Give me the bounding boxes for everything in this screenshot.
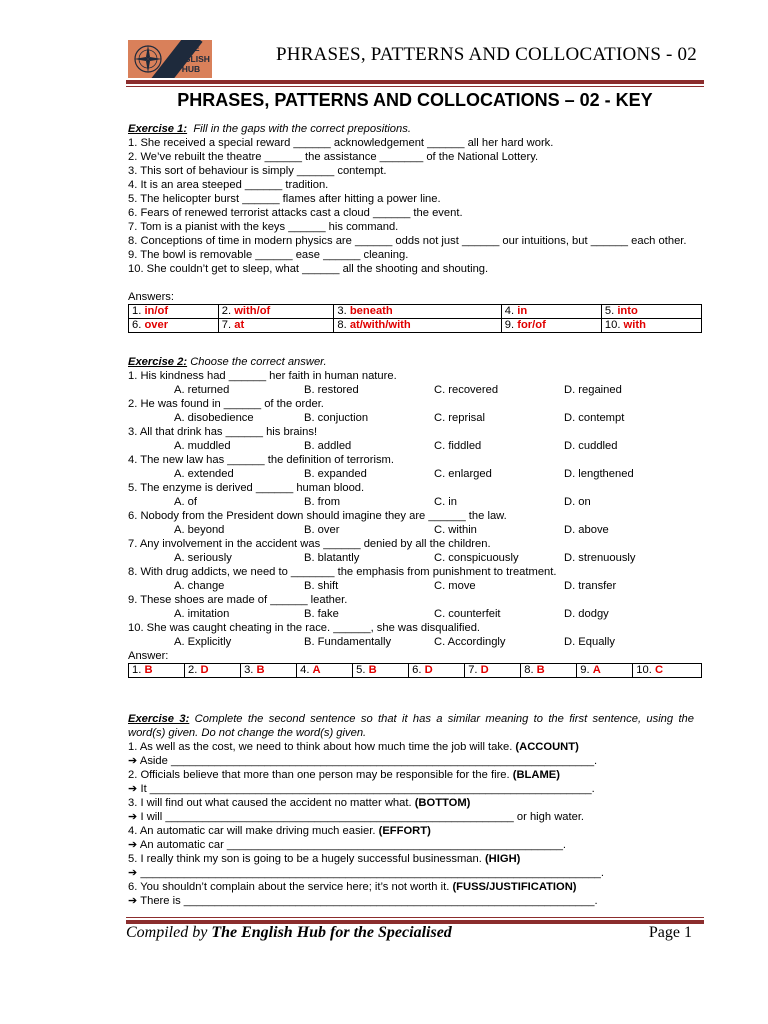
answer-line <box>128 782 694 796</box>
option-d: D. lengthened <box>564 468 634 480</box>
option-d: D. cuddled <box>564 440 618 452</box>
question: 7. Tom is a pianist with the keys ______ his command. <box>128 221 399 233</box>
option-c: C. within <box>434 524 477 536</box>
exercise-2-heading <box>128 355 694 369</box>
answer-value: for/of <box>517 319 546 331</box>
answer-number: 9. <box>580 664 590 676</box>
option-d: D. regained <box>564 384 622 396</box>
option-d: D. transfer <box>564 580 617 592</box>
option-b: B. restored <box>304 384 359 396</box>
answer-value: with/of <box>234 305 271 317</box>
answer-value: A <box>312 664 321 676</box>
keyword: (BLAME) <box>512 769 560 781</box>
answer-options <box>128 551 694 565</box>
answer-number: 8. <box>337 319 347 331</box>
option-a: A. of <box>174 496 198 508</box>
answer-cell <box>633 664 702 678</box>
option-c: C. reprisal <box>434 412 485 424</box>
answer-cell <box>501 305 601 319</box>
exercise-instruction: Fill in the gaps with the correct prepositions. <box>193 123 411 135</box>
answer-line <box>128 754 694 768</box>
question: 6. Nobody from the President down should imagine they are ______ the law. <box>128 510 507 522</box>
answer-cell <box>465 664 521 678</box>
question-text: 3. I will find out what caused the accident no matter what. <box>128 797 412 809</box>
answer-cell <box>129 664 185 678</box>
exercise-1-answer-table <box>128 304 702 333</box>
option-a: A. muddled <box>174 440 231 452</box>
option-b: B. conjuction <box>304 412 369 424</box>
answer-number: 10. <box>604 319 621 331</box>
answer-options <box>128 607 694 621</box>
answer-blank: Aside ____________________________________________________________________. <box>139 755 598 767</box>
arrow-icon: ➔ <box>128 755 138 767</box>
question: 9. These shoes are made of ______ leather. <box>128 594 348 606</box>
option-a: A. beyond <box>174 524 225 536</box>
question: 3. This sort of behaviour is simply ______ contempt. <box>128 165 387 177</box>
answer-value: B <box>536 664 545 676</box>
option-d: D. above <box>564 524 609 536</box>
answer-options <box>128 439 694 453</box>
answer-options <box>128 495 694 509</box>
answer-cell <box>409 664 465 678</box>
logo-text <box>172 43 210 75</box>
question <box>128 768 694 782</box>
arrow-icon: ➔ <box>128 895 138 907</box>
question-text: 4. An automatic car will make driving much easier. <box>128 825 376 837</box>
answer-value: with <box>623 319 646 331</box>
answer-number: 3. <box>337 305 347 317</box>
option-b: B. expanded <box>304 468 367 480</box>
answer-value: at/with/with <box>349 319 411 331</box>
exercise-label: Exercise 1: <box>128 123 188 135</box>
answer-label: Answer: <box>128 650 169 662</box>
answers-label: Answers: <box>128 291 175 303</box>
answer-value: into <box>617 305 638 317</box>
answer-value: B <box>144 664 153 676</box>
question: 5. The helicopter burst ______ flames after hitting a power line. <box>128 193 441 205</box>
answer-number: 7. <box>221 319 232 331</box>
answer-options <box>128 523 694 537</box>
answer-number: 10. <box>636 664 652 676</box>
question: 8. With drug addicts, we need to _______ the emphasis from punishment to treatment. <box>128 566 557 578</box>
answer-number: 8. <box>524 664 534 676</box>
option-c: C. in <box>434 496 458 508</box>
option-a: A. extended <box>174 468 234 480</box>
answer-cell <box>185 664 241 678</box>
answer-cell <box>218 305 334 319</box>
footer-compiled: Compiled by <box>126 924 208 941</box>
question: 2. We’ve rebuilt the theatre ______ the assistance _______ of the National Lottery. <box>128 151 539 163</box>
header-title: PHRASES, PATTERNS AND COLLOCATIONS - 02 <box>276 44 697 65</box>
answer-cell <box>601 319 701 333</box>
keyword: (FUSS/JUSTIFICATION) <box>452 881 577 893</box>
answer-cell <box>218 319 334 333</box>
option-d: D. contempt <box>564 412 625 424</box>
answer-cell <box>334 319 501 333</box>
option-b: B. fake <box>304 608 339 620</box>
question: 7. Any involvement in the accident was ______ denied by all the children. <box>128 538 491 550</box>
answer-cell <box>297 664 353 678</box>
option-b: B. from <box>304 496 341 508</box>
option-a: A. seriously <box>174 552 232 564</box>
question-text: 2. Officials believe that more than one person may be responsible for the fire. <box>128 769 510 781</box>
answer-value: in/of <box>144 305 169 317</box>
footer-credit <box>126 924 452 942</box>
option-b: B. shift <box>304 580 339 592</box>
question: 10. She couldn’t get to sleep, what ______ all the shooting and shouting. <box>128 263 489 275</box>
option-c: C. conspicuously <box>434 552 519 564</box>
question-text: 1. As well as the cost, we need to think about how much time the job will take. <box>128 741 513 753</box>
answer-cell <box>601 305 701 319</box>
question: 6. Fears of renewed terrorist attacks cast a cloud ______ the event. <box>128 207 463 219</box>
exercise-2-answer-table <box>128 663 702 678</box>
option-c: C. move <box>434 580 476 592</box>
answer-cell <box>241 664 297 678</box>
question: 4. The new law has ______ the definition of terrorism. <box>128 454 394 466</box>
answer-options <box>128 467 694 481</box>
keyword: (HIGH) <box>484 853 521 865</box>
answer-number: 1. <box>132 305 142 317</box>
keyword: (ACCOUNT) <box>515 741 579 753</box>
answer-value: over <box>144 319 169 331</box>
table-row <box>129 305 702 319</box>
worksheet-content <box>128 122 694 908</box>
question <box>128 852 694 866</box>
question: 8. Conceptions of time in modern physics are ______ odds not just ______ our intuitions, but ______ each other. <box>128 235 687 247</box>
option-a: A. returned <box>174 384 230 396</box>
keyword: (EFFORT) <box>378 825 431 837</box>
footer-rule-thin <box>126 917 704 918</box>
table-row <box>129 319 702 333</box>
logo-line: THE <box>182 43 200 53</box>
answer-blank: It _______________________________________________________________________. <box>140 783 595 795</box>
answer-number: 5. <box>604 305 615 317</box>
answer-value: D <box>480 664 489 676</box>
option-c: C. fiddled <box>434 440 482 452</box>
header-rule-thin <box>126 86 704 87</box>
answer-blank: An automatic car ______________________________________________________. <box>139 839 567 851</box>
page-number: Page 1 <box>648 924 692 941</box>
compass-icon <box>132 43 164 75</box>
exercise-3-items <box>128 740 694 908</box>
option-b: B. addled <box>304 440 352 452</box>
answer-number: 6. <box>412 664 422 676</box>
question <box>128 824 694 838</box>
answer-options <box>128 411 694 425</box>
question: 9. The bowl is removable ______ ease ______ cleaning. <box>128 249 409 261</box>
logo-line: HUB <box>181 64 201 74</box>
table-row <box>129 664 702 678</box>
question <box>128 880 694 894</box>
answer-blank: I will ________________________________________________________ or high water. <box>140 811 585 823</box>
option-a: A. imitation <box>174 608 230 620</box>
answer-cell <box>521 664 577 678</box>
answer-blank: __________________________________________________________________________. <box>140 867 605 879</box>
answer-number: 3. <box>244 664 254 676</box>
answer-value: A <box>592 664 601 676</box>
answer-cell <box>577 664 633 678</box>
question: 5. The enzyme is derived ______ human blood. <box>128 482 365 494</box>
answer-cell <box>334 305 501 319</box>
answer-value: at <box>234 319 245 331</box>
page-title: PHRASES, PATTERNS AND COLLOCATIONS – 02 - KEY <box>177 90 653 110</box>
answer-value: D <box>424 664 433 676</box>
answer-value: B <box>368 664 377 676</box>
keyword: (BOTTOM) <box>414 797 471 809</box>
arrow-icon: ➔ <box>128 839 138 851</box>
question <box>128 796 694 810</box>
question: 1. She received a special reward ______ acknowledgement ______ all her hard work. <box>128 137 554 149</box>
exercise-2-questions <box>128 369 694 649</box>
question-text: 5. I really think my son is going to be a hugely successful businessman. <box>128 853 482 865</box>
answer-cell <box>501 319 601 333</box>
answer-line <box>128 894 694 908</box>
answer-cell <box>129 305 219 319</box>
option-a: A. Explicitly <box>174 636 232 648</box>
answer-options <box>128 635 694 649</box>
option-a: A. change <box>174 580 225 592</box>
exercise-3-heading <box>128 712 694 740</box>
question: 10. She was caught cheating in the race. ______, she was disqualified. <box>128 622 481 634</box>
answer-line <box>128 866 694 880</box>
answer-number: 2. <box>221 305 232 317</box>
option-c: C. counterfeit <box>434 608 501 620</box>
answer-cell <box>129 319 219 333</box>
answer-number: 6. <box>132 319 142 331</box>
exercise-label: Exercise 2: <box>128 356 188 368</box>
answer-number: 5. <box>356 664 366 676</box>
option-b: B. Fundamentally <box>304 636 392 648</box>
option-c: C. enlarged <box>434 468 492 480</box>
answer-number: 2. <box>188 664 198 676</box>
answer-value: C <box>654 664 664 676</box>
option-d: D. Equally <box>564 636 615 648</box>
arrow-icon: ➔ <box>128 783 138 795</box>
question: 1. His kindness had ______ her faith in human nature. <box>128 370 397 382</box>
exercise-instruction: Complete the second sentence so that it has a similar meaning to the first sentence, using the word(s) given. Do not change the word(s) given. <box>128 713 695 739</box>
answer-line <box>128 838 694 852</box>
answer-value: in <box>517 305 528 317</box>
option-d: D. dodgy <box>564 608 609 620</box>
answer-line <box>128 810 694 824</box>
footer-org: The English Hub for the Specialised <box>211 924 452 941</box>
answer-value: D <box>200 664 209 676</box>
question <box>128 740 694 754</box>
option-d: D. on <box>564 496 591 508</box>
exercise-1-heading <box>128 122 694 136</box>
answer-blank: There is __________________________________________________________________. <box>140 895 598 907</box>
answer-options <box>128 579 694 593</box>
answer-number: 4. <box>300 664 310 676</box>
exercise-instruction: Choose the correct answer. <box>190 356 327 368</box>
arrow-icon: ➔ <box>128 811 138 823</box>
arrow-icon: ➔ <box>128 867 138 879</box>
answer-options <box>128 383 694 397</box>
option-d: D. strenuously <box>564 552 636 564</box>
answer-number: 7. <box>468 664 478 676</box>
option-b: B. blatantly <box>304 552 360 564</box>
answer-number: 9. <box>504 319 515 331</box>
option-c: C. recovered <box>434 384 499 396</box>
option-b: B. over <box>304 524 340 536</box>
header-rule <box>126 80 704 84</box>
option-c: C. Accordingly <box>434 636 506 648</box>
question: 4. It is an area steeped ______ tradition. <box>128 179 329 191</box>
option-a: A. disobedience <box>174 412 254 424</box>
answer-value: B <box>256 664 265 676</box>
logo <box>128 40 212 78</box>
question: 3. All that drink has ______ his brains! <box>128 426 318 438</box>
exercise-label: Exercise 3: <box>128 713 190 725</box>
answer-number: 1. <box>132 664 142 676</box>
logo-line: ENGLISH <box>172 53 210 64</box>
question: 2. He was found in ______ of the order. <box>128 398 324 410</box>
answer-value: beneath <box>349 305 393 317</box>
question-text: 6. You shouldn’t complain about the service here; it’s not worth it. <box>128 881 450 893</box>
answer-cell <box>353 664 409 678</box>
answer-number: 4. <box>504 305 515 317</box>
